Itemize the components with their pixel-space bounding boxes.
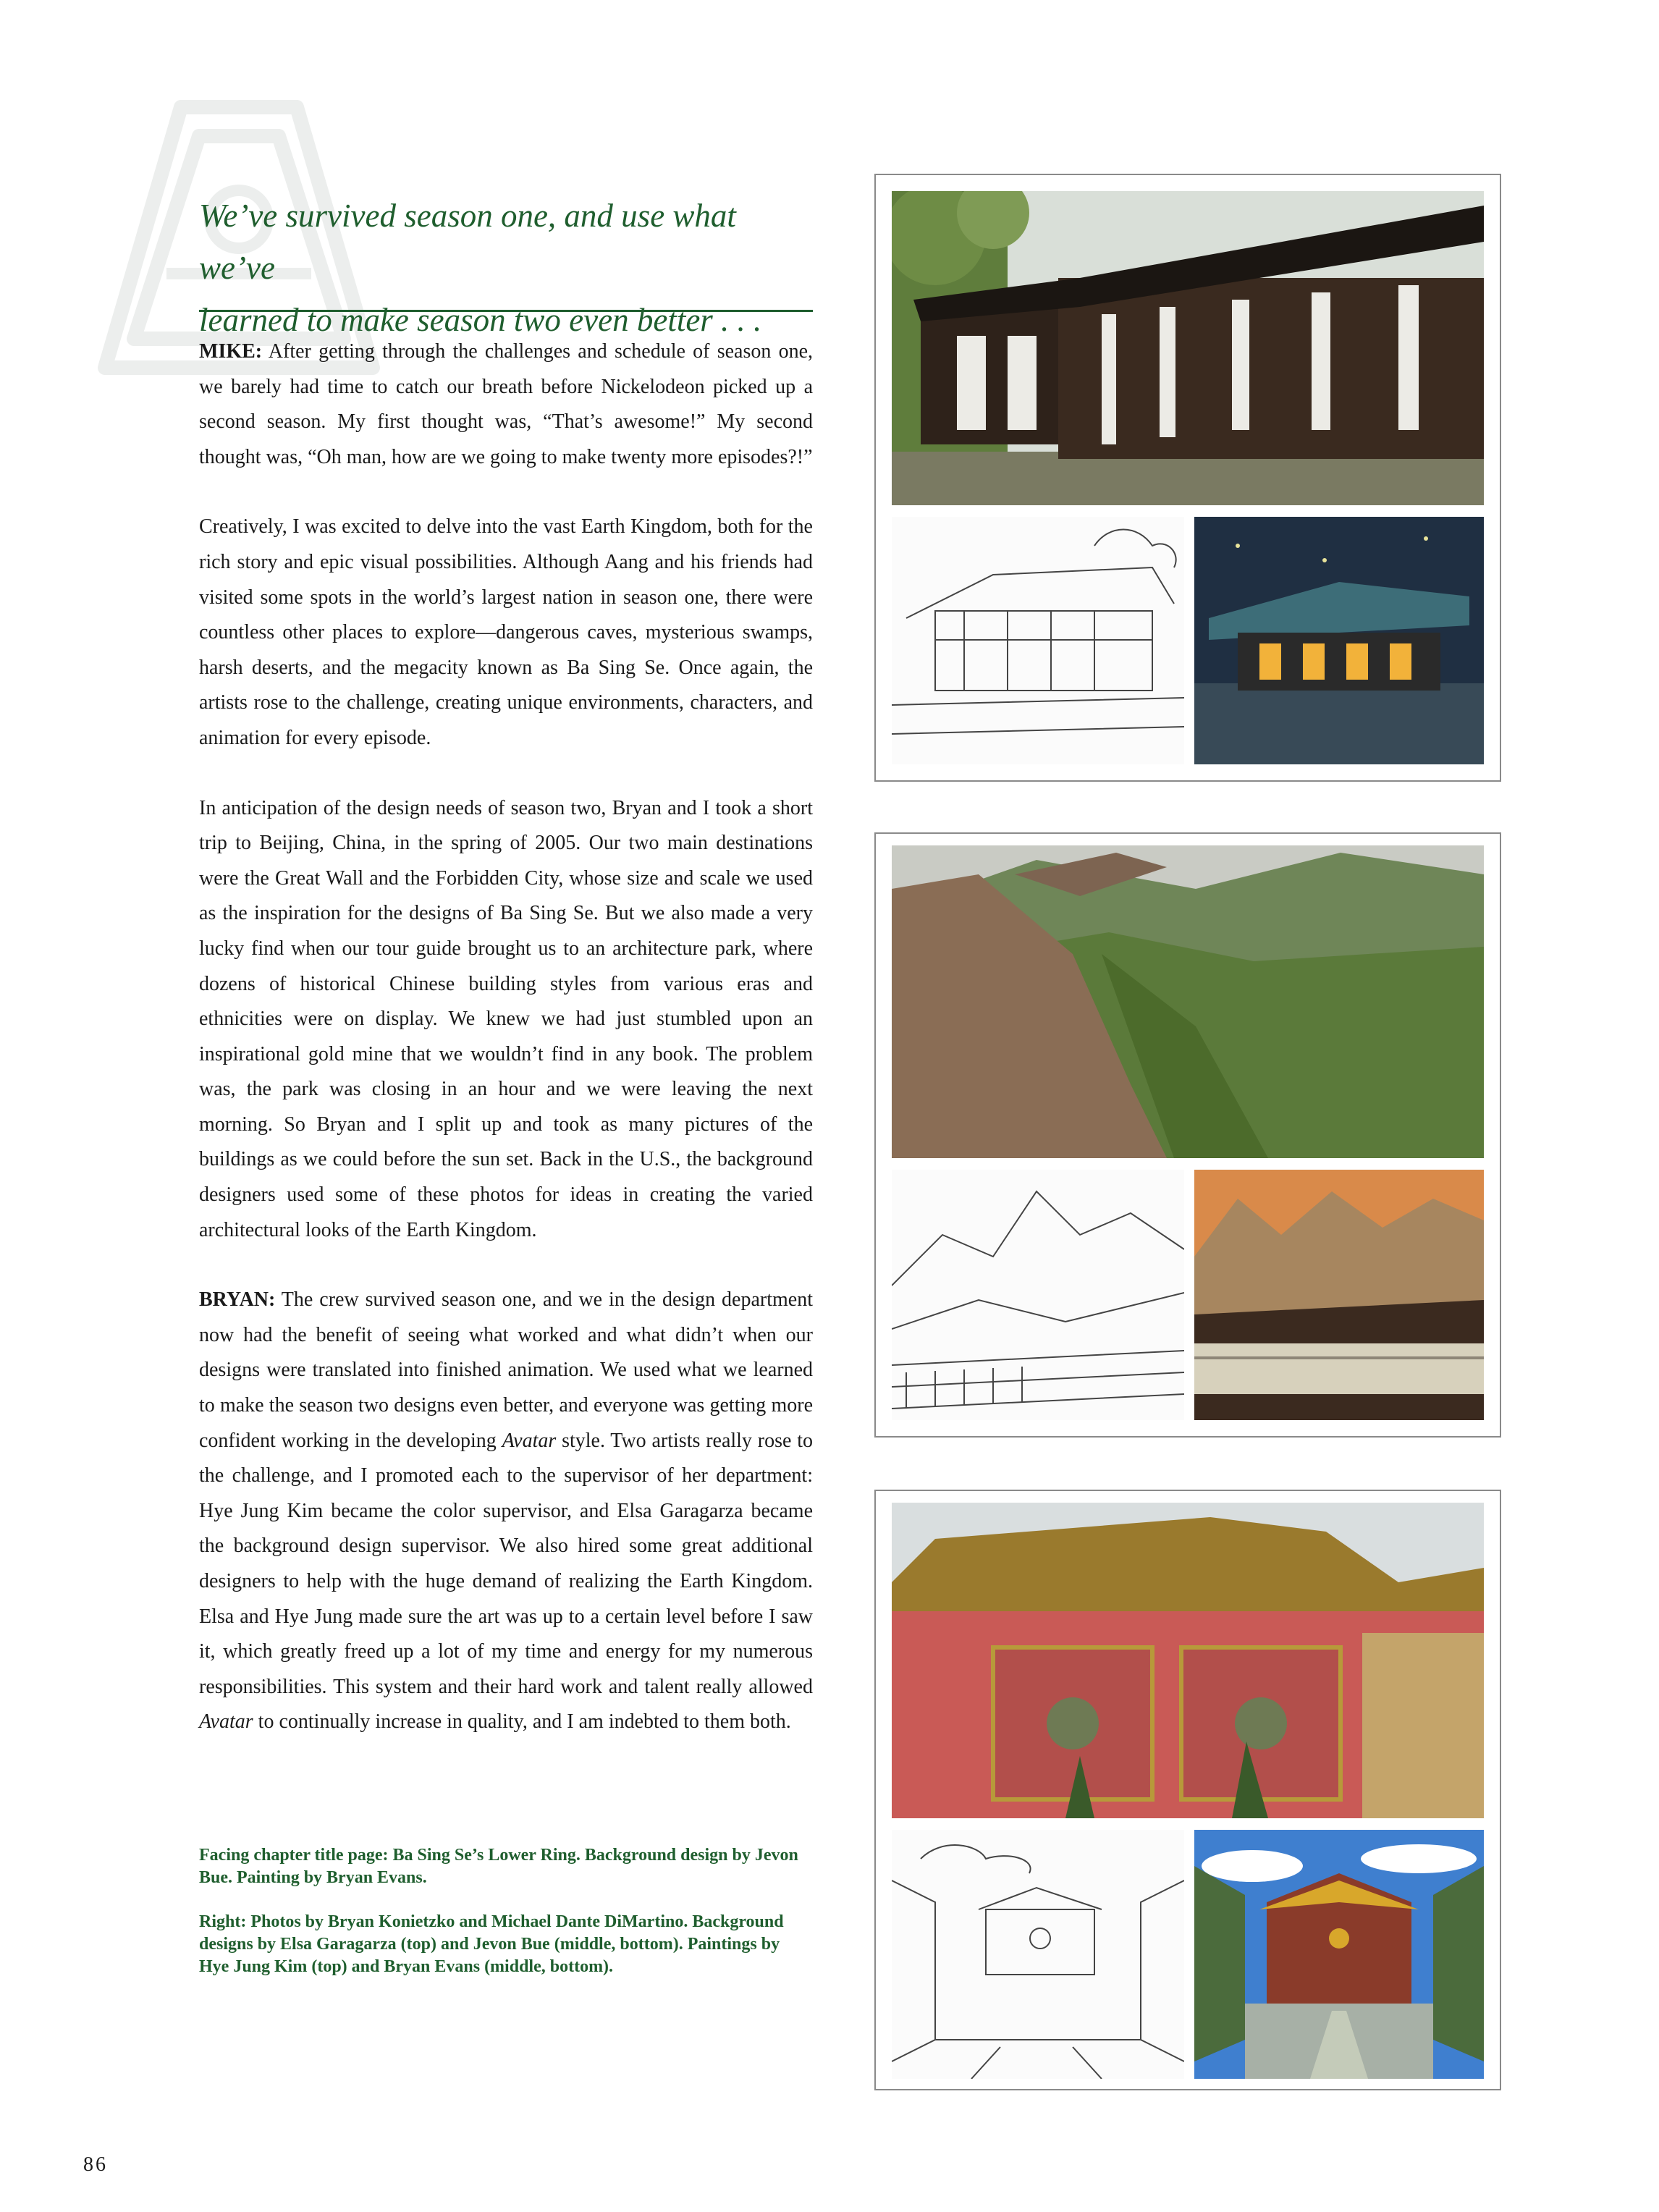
- photo-forbidden-city-wall: [892, 1503, 1484, 1818]
- sketch-traditional-building: [892, 517, 1184, 764]
- paragraph-bryan: BRYAN: The crew survived season one, and we in the design department now had the benefit of seeing what worked and what didn’t when our designs were translated into finished animation. We used what we learned to make the season two designs even better, and everyone was getting more confident working in the developing Avatar style. Two artists really rose to the challenge, and I promoted each to the supervisor of her department: Hye Jung Kim became the color supervisor, and Elsa Garagarza became the background design supervisor. We also hired some great additional designers to help with the huge demand of realizing the Earth Kingdom. Elsa and Hye Jung made sure the art was up to a certain level before I saw it, which greatly freed up a lot of my time and energy for my numerous responsibilities. This system and their hard work and talent really allowed Avatar to continually increase in quality, and I am indebted to them both.: [199, 1288, 814, 1734]
- captions: [199, 1844, 813, 2000]
- body-text: [199, 334, 813, 1775]
- photo-traditional-building: [892, 191, 1484, 505]
- sketch-forbidden-city-gate: [892, 1830, 1184, 2079]
- photo-great-wall: [892, 845, 1484, 1158]
- page-number: 86: [83, 2153, 108, 2176]
- image-panel-forbidden-city: [874, 1490, 1501, 2090]
- image-panel-great-wall: [874, 832, 1501, 1438]
- page-heading: [199, 190, 814, 346]
- caption-facing: Facing chapter title page: Ba Sing Se’s Lower Ring. Background design by Jevon Bue. Painting by Bryan Evans.: [199, 1846, 798, 1887]
- paragraph-mike-2: Creatively, I was excited to delve into the vast Earth Kingdom, both for the rich story and epic visual possibilities. Although Aang and his friends had visited some spots in the world’s largest nation in season one, there were countless other places to explore—dangerous caves, mysterious swamps, harsh deserts, and the megacity known as Ba Sing Se. Once again, the artists rose to the challenge, creating unique environments, characters, and animation for every episode.: [199, 515, 813, 749]
- paragraph-mike-1: MIKE: After getting through the challenges and schedule of season one, we barely had time to catch our breath before Nickelodeon picked up a second season. My first thought was, “That’s awesome!” My second thought was, “Oh man, how are we going to make twenty more episodes?!”: [199, 340, 813, 468]
- painting-great-wall: [1194, 1170, 1484, 1420]
- heading-line-2: learned to make season two even better . . .: [199, 302, 762, 338]
- heading-line-1: We’ve survived season one, and use what we’ve: [199, 198, 736, 286]
- speaker-label-bryan: BRYAN:: [199, 1288, 276, 1312]
- sketch-great-wall: [892, 1170, 1184, 1420]
- paragraph-mike-3: In anticipation of the design needs of season two, Bryan and I took a short trip to Beijing, China, in the spring of 2005. Our two main destinations were the Great Wall and the Forbidden City, whose size and scale we used as the inspiration for the designs of Ba Sing Se. But we also made a very lucky find when our tour guide brought us to an architecture park, where dozens of historical Chinese building styles from various eras and ethnicities were on display. We knew we had just stumbled upon an inspirational gold mine that we wouldn’t find in any book. The problem was, the park was closing in an hour and we were leaving the next morning. So Bryan and I split up and took as many pictures of the buildings as we could before the sun set. Back in the U.S., the background designers used some of these photos for ideas in creating the varied architectural looks of the Earth Kingdom.: [199, 796, 813, 1241]
- painting-traditional-building-night: [1194, 517, 1484, 764]
- speaker-label-mike: MIKE:: [199, 340, 263, 363]
- painting-forbidden-city-gate: [1194, 1830, 1484, 2079]
- image-panel-building: [874, 174, 1501, 782]
- heading-rule: [199, 310, 813, 312]
- caption-right: Right: Photos by Bryan Konietzko and Michael Dante DiMartino. Background designs by Elsa Garagarza (top) and Jevon Bue (middle, bottom). Paintings by Hye Jung Kim (top) and Bryan Evans (middle, bottom).: [199, 1912, 784, 1976]
